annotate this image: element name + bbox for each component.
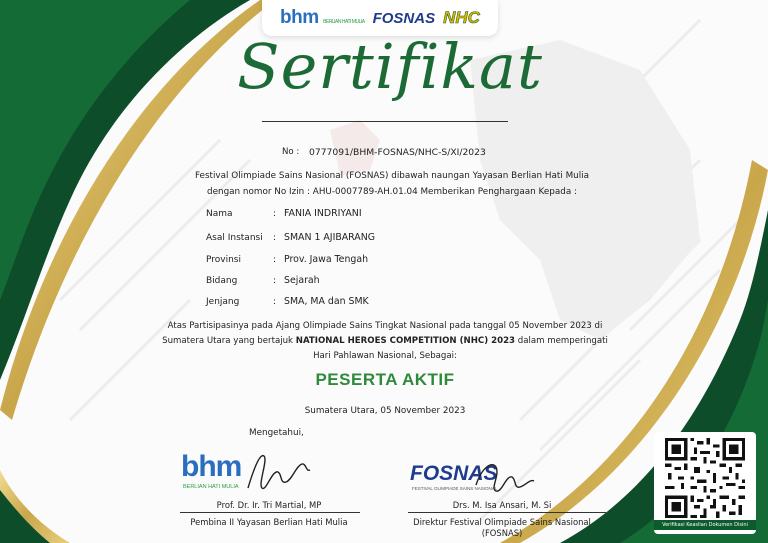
place-date: Sumatera Utara, 05 November 2023 bbox=[304, 406, 466, 416]
signer-2-position-2: (FOSNAS) bbox=[481, 528, 523, 538]
signature-scribble-1 bbox=[240, 448, 320, 498]
field-value-bidang: Sejarah bbox=[284, 275, 320, 286]
participation-line-2 bbox=[120, 336, 650, 346]
signature-scribble-2 bbox=[470, 455, 540, 500]
field-label-provinsi: Provinsi bbox=[206, 255, 241, 265]
field-colon: : bbox=[273, 255, 277, 265]
participation-text: Sumatera Utara yang bertajuk bbox=[162, 336, 296, 346]
acknowledged-label: Mengetahui, bbox=[249, 428, 304, 438]
fosnas-signature-logo: FOSNAS bbox=[410, 462, 498, 485]
event-name: NATIONAL HEROES COMPETITION (NHC) 2023 bbox=[295, 336, 516, 346]
field-colon: : bbox=[273, 297, 277, 307]
signer-2-position: Direktur Festival Olimpiade Sains Nasional bbox=[413, 517, 591, 527]
number-value: 0777091/BHM-FOSNAS/NHC-S/XI/2023 bbox=[309, 147, 486, 158]
award-title: PESERTA AKTIF bbox=[315, 370, 455, 389]
signature-line-2 bbox=[408, 512, 606, 513]
field-label-bidang: Bidang bbox=[206, 276, 238, 286]
field-value-provinsi: Prov. Jawa Tengah bbox=[284, 254, 369, 265]
field-label-jenjang: Jenjang bbox=[206, 297, 240, 307]
participation-line-3: Hari Pahlawan Nasional, Sebagai: bbox=[313, 351, 457, 361]
signer-1-name: Prof. Dr. Ir. Tri Martial, MP bbox=[216, 500, 322, 510]
fosnas-signature-logo-subtitle: FESTIVAL OLIMPIADE SAINS NASIONAL bbox=[412, 486, 498, 491]
field-colon: : bbox=[273, 276, 277, 286]
intro-line-2: dengan nomor No Izin : AHU-0007789-AH.01.04 Memberikan Penghargaan Kepada : bbox=[207, 187, 577, 197]
field-label-nama: Nama bbox=[206, 209, 233, 219]
fosnas-logo: FOSNAS bbox=[372, 9, 436, 27]
signature-line-1 bbox=[180, 512, 360, 513]
qr-code[interactable] bbox=[665, 438, 745, 518]
bhm-logo: bhm BERLIAN HATI MULIA bbox=[280, 7, 365, 28]
participation-line-1: Atas Partisipasinya pada Ajang Olimpiade Sains Tingkat Nasional pada tanggal 05 November 2023 di bbox=[167, 321, 603, 331]
bhm-signature-logo-subtitle: BERLIAN HATI MULIA bbox=[183, 484, 239, 490]
field-value-jenjang: SMA, MA dan SMK bbox=[284, 296, 369, 307]
bhm-logo-subtitle: BERLIAN HATI MULIA bbox=[323, 19, 365, 25]
certificate-title: Sertifikat bbox=[237, 30, 543, 103]
number-label: No : bbox=[282, 147, 300, 157]
title-divider bbox=[262, 121, 508, 122]
field-label-instansi: Asal Instansi bbox=[206, 233, 263, 243]
signer-2-name: Drs. M. Isa Ansari, M. Si bbox=[452, 500, 552, 510]
participation-text: dalam memperingati bbox=[515, 336, 608, 346]
field-colon: : bbox=[273, 209, 277, 219]
nhc-logo: NHC bbox=[443, 8, 480, 27]
signer-1-position: Pembina II Yayasan Berlian Hati Mulia bbox=[190, 517, 348, 527]
field-value-instansi: SMAN 1 AJIBARANG bbox=[284, 232, 376, 243]
qr-verification-caption[interactable]: Verifikasi Keaslian Dokumen Disini bbox=[654, 520, 756, 530]
bhm-signature-logo: bhm bbox=[181, 450, 242, 483]
intro-line-1: Festival Olimpiade Sains Nasional (FOSNAS) dibawah naungan Yayasan Berlian Hati Mulia bbox=[194, 171, 590, 181]
field-colon: : bbox=[273, 233, 277, 243]
field-value-nama: FANIA INDRIYANI bbox=[284, 208, 362, 219]
